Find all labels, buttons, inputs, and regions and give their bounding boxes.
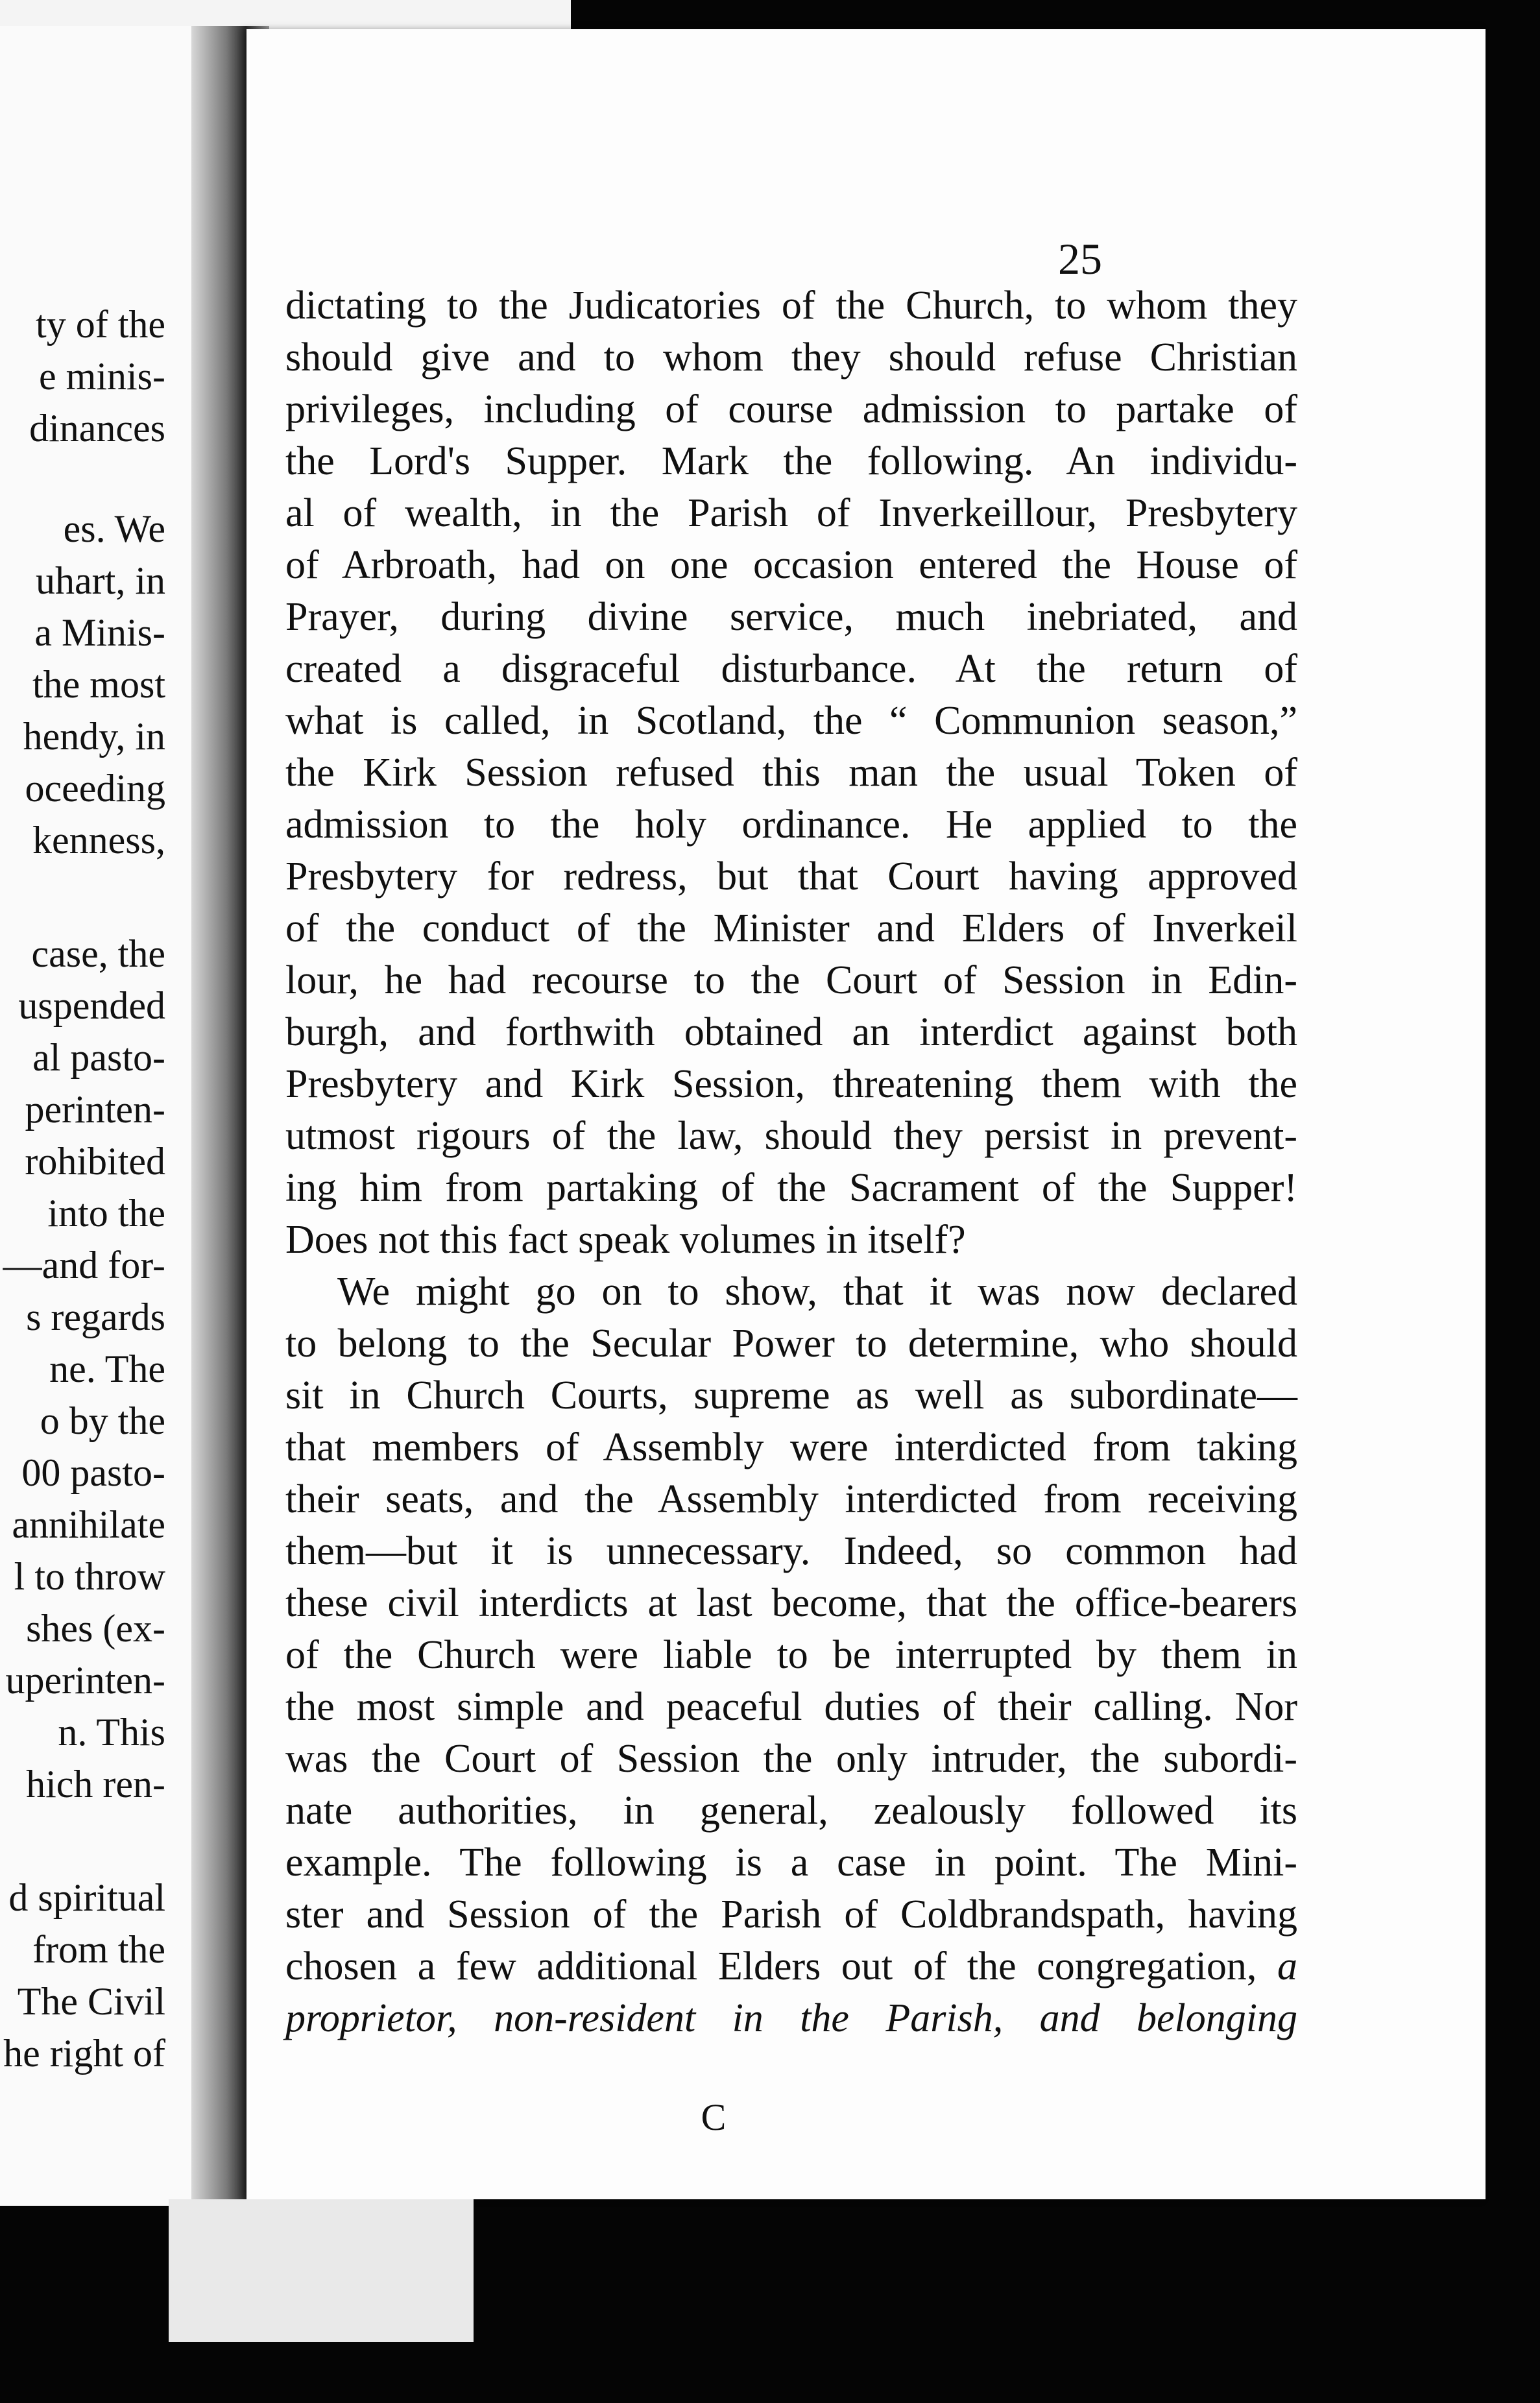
- text-line: Prayer, during divine service, much inebriated, and: [285, 595, 1297, 639]
- text-line-main: chosen a few additional Elders out of the congregation,: [285, 1944, 1257, 1988]
- left-page-line: into the: [47, 1192, 165, 1235]
- left-page-line: e minis-: [39, 355, 165, 398]
- text-line: that members of Assembly were interdicted from taking: [285, 1425, 1297, 1469]
- left-page-line: ne. The: [49, 1347, 165, 1390]
- text-line: them—but it is unnecessary. Indeed, so common had: [285, 1529, 1297, 1573]
- left-page-line: a Minis-: [34, 611, 165, 654]
- text-line: example. The following is a case in point. The Mini-: [285, 1841, 1297, 1885]
- left-page-line: es. We: [63, 507, 165, 550]
- text-line: Presbytery for redress, but that Court having approved: [285, 854, 1297, 899]
- text-line: of Arbroath, had on one occasion entered the House of: [285, 543, 1297, 587]
- text-line: the Lord's Supper. Mark the following. An individu-: [285, 439, 1297, 483]
- left-page-line: n. This: [58, 1711, 165, 1754]
- left-page-line: annihilate: [12, 1503, 165, 1546]
- text-line: sit in Church Courts, supreme as well as subordinate—: [285, 1373, 1297, 1418]
- text-line: of the conduct of the Minister and Elders of Inverkeil: [285, 906, 1297, 950]
- left-page-line: perinten-: [25, 1088, 165, 1131]
- left-page-line: the most: [32, 663, 165, 706]
- left-page-line: uhart, in: [36, 559, 165, 602]
- text-line: Presbytery and Kirk Session, threatening them with the: [285, 1062, 1297, 1106]
- left-page-line: ty of the: [36, 303, 165, 346]
- left-page-line: case, the: [31, 932, 165, 975]
- left-page-line: shes (ex-: [26, 1607, 165, 1650]
- left-page-line: s regards: [26, 1296, 165, 1338]
- left-page-line: 00 pasto-: [21, 1451, 165, 1494]
- bottom-margin: [169, 2199, 474, 2342]
- left-page-line: dinances: [29, 407, 165, 450]
- text-line: their seats, and the Assembly interdicted from receiving: [285, 1477, 1297, 1521]
- left-page-line: uspended: [18, 984, 165, 1027]
- left-page-line: hich ren-: [26, 1763, 165, 1805]
- text-line: ing him from partaking of the Sacrament of the Supper!: [285, 1166, 1297, 1210]
- left-page-line: The Civil: [17, 1980, 165, 2023]
- left-page-line: uperinten-: [5, 1659, 165, 1702]
- text-line: was the Court of Session the only intruder, the subordi-: [285, 1737, 1297, 1781]
- left-page-line: oceeding: [25, 767, 165, 810]
- text-line: Does not this fact speak volumes in itself?: [285, 1218, 966, 1262]
- text-line: should give and to whom they should refuse Christian: [285, 335, 1297, 380]
- text-line-italic-tail: a: [1277, 1944, 1297, 1988]
- left-page-line: rohibited: [25, 1140, 165, 1183]
- text-line: ster and Session of the Parish of Coldbrandspath, having: [285, 1892, 1297, 1937]
- left-page-line: o by the: [40, 1399, 165, 1442]
- text-line: the Kirk Session refused this man the usual Token of: [285, 751, 1297, 795]
- text-line: nate authorities, in general, zealously followed its: [285, 1789, 1297, 1833]
- text-line: created a disgraceful disturbance. At the return of: [285, 647, 1297, 691]
- text-line: lour, he had recourse to the Court of Session in Edin-: [285, 958, 1297, 1002]
- signature-mark: C: [701, 2096, 727, 2138]
- left-page-line: l to throw: [14, 1555, 165, 1598]
- text-line: to belong to the Secular Power to determine, who should: [285, 1322, 1297, 1366]
- left-page-line: al pasto-: [32, 1036, 165, 1079]
- text-line-italic: proprietor, non-resident in the Parish, and belonging: [285, 1996, 1297, 2040]
- text-line: dictating to the Judicatories of the Church, to whom they: [285, 284, 1297, 328]
- text-line: We might go on to show, that it was now declared: [337, 1270, 1297, 1314]
- left-page-line: hendy, in: [23, 715, 165, 758]
- left-page-line: —and for-: [3, 1244, 165, 1286]
- text-line: [285, 1946, 1297, 1986]
- text-line: burgh, and forthwith obtained an interdict against both: [285, 1010, 1297, 1054]
- text-line: privileges, including of course admission to partake of: [285, 387, 1297, 431]
- left-page-line: he right of: [3, 2032, 165, 2075]
- text-line: al of wealth, in the Parish of Inverkeillour, Presbytery: [285, 491, 1297, 535]
- text-line: the most simple and peaceful duties of their calling. Nor: [285, 1685, 1297, 1729]
- text-line: utmost rigours of the law, should they persist in prevent-: [285, 1114, 1297, 1158]
- text-line: these civil interdicts at last become, that the office-bearers: [285, 1581, 1297, 1625]
- left-page-line: kenness,: [32, 819, 165, 862]
- left-page-line: from the: [32, 1928, 165, 1971]
- text-line: admission to the holy ordinance. He applied to the: [285, 803, 1297, 847]
- text-line: what is called, in Scotland, the “ Communion season,”: [285, 699, 1297, 743]
- text-line: of the Church were liable to be interrupted by them in: [285, 1633, 1297, 1677]
- left-page-line: d spiritual: [8, 1876, 165, 1919]
- page-number: 25: [1058, 234, 1102, 284]
